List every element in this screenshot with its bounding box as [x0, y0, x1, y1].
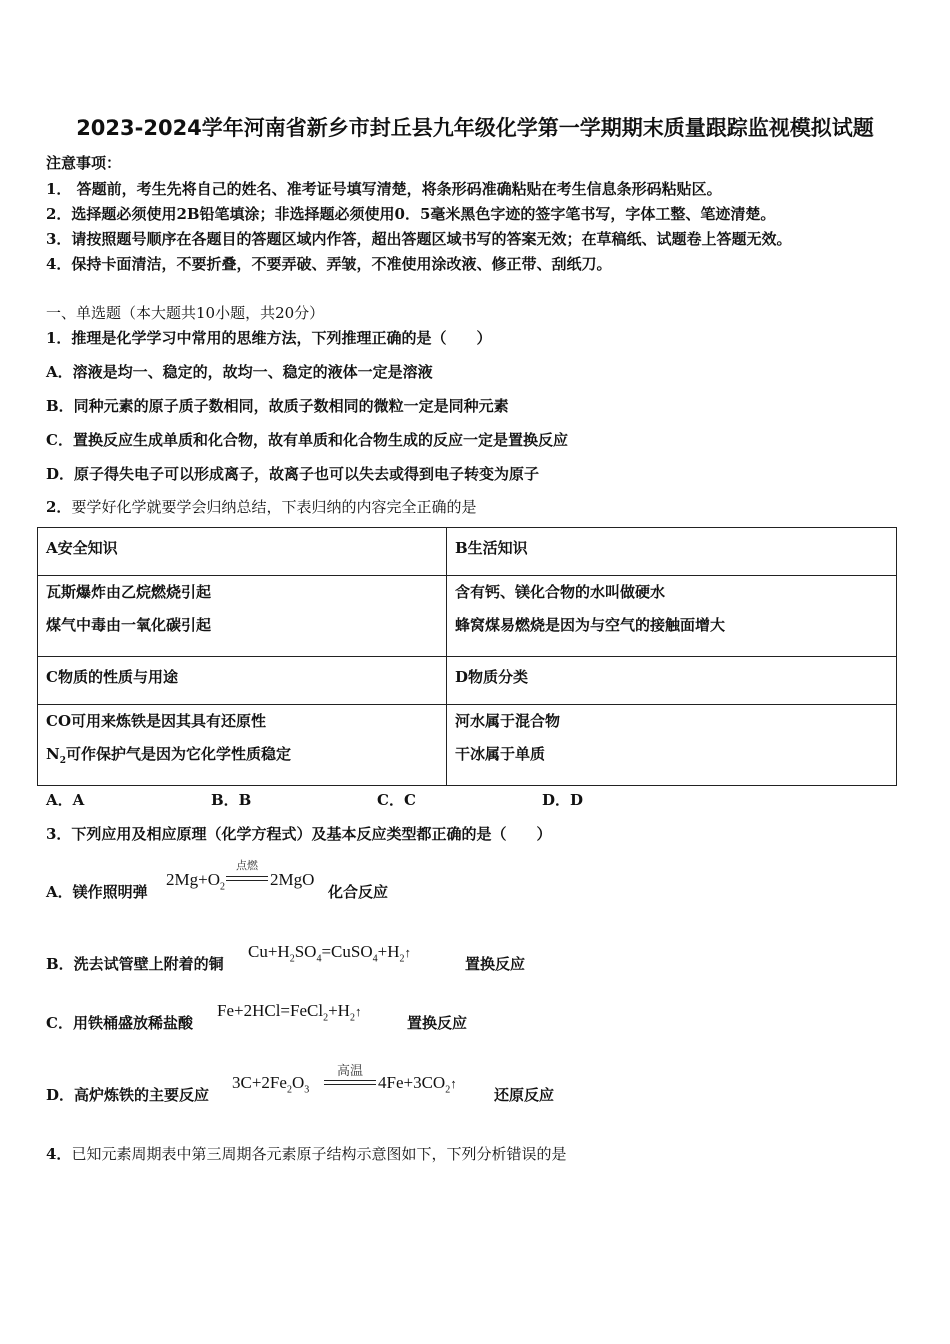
q3-d-equals: [324, 1080, 376, 1085]
q3-a-type: 化合反应: [328, 883, 389, 901]
q2-choice-d: D．D: [542, 791, 584, 809]
q2-number: 2．: [46, 498, 72, 516]
q3-d-type: 还原反应: [494, 1086, 555, 1104]
q3-option-d-label: D．高炉炼铁的主要反应: [46, 1086, 210, 1104]
q4-stem: 已知元素周期表中第三周期各元素原子结构示意图如下，下列分析错误的是: [71, 1145, 567, 1163]
exam-title: 2023-2024学年河南省新乡市封丘县九年级化学第一学期期末质量跟踪监视模拟试题: [76, 116, 874, 140]
q1-option-c: C．置换反应生成单质和化合物，故有单质和化合物生成的反应一定是置换反应: [46, 431, 568, 449]
table-c-line-2-text: 可作保护气是因为它化学性质稳定: [65, 745, 291, 763]
notice-item-3: 3．请按照题号顺序在各题目的答题区域内作答，超出答题区域书写的答案无效；在草稿纸、试题卷上答题无效。: [46, 230, 792, 248]
q1-option-d: D．原子得失电子可以形成离子，故离子也可以失去或得到电子转变为原子: [46, 465, 540, 483]
q2-choice-c: C．C: [377, 791, 416, 809]
table-cell-a: [38, 576, 447, 657]
q3-a-rhs: 2MgO: [270, 870, 315, 889]
q3-a-condition: 点燃: [236, 860, 258, 872]
q3-c-equation: $Fe+2HCl=FeCl_2+H_2↑$: [217, 1001, 362, 1024]
notice-heading: 注意事项：: [46, 154, 122, 172]
table-d-line-1: 河水属于混合物: [455, 712, 561, 730]
table-b-line-1: 含有钙、镁化合物的水叫做硬水: [455, 583, 666, 601]
q1-option-a: A．溶液是均一、稳定的，故均一、稳定的液体一定是溶液: [46, 363, 433, 381]
q4-stem-line: [46, 1143, 566, 1164]
q3-option-c-label: C．用铁桶盛放稀盐酸: [46, 1014, 193, 1032]
table-d-line-2: 干冰属于单质: [455, 745, 546, 763]
table-cell-b: [447, 576, 897, 657]
q3-d-rhs: $4Fe+3CO_2↑$: [378, 1073, 457, 1096]
q3-a-lhs: $2Mg+O_2$: [166, 870, 225, 893]
q3-option-b-label: B．洗去试管壁上附着的铜: [46, 955, 224, 973]
q3-d-condition: 高温: [336, 1063, 363, 1078]
table-head-b: B生活知识: [447, 528, 897, 576]
q2-choice-a: A．A: [46, 791, 85, 809]
q2-summary-table: [37, 527, 897, 786]
nitrogen-subscript: 2: [59, 756, 66, 766]
q3-stem: 3．下列应用及相应原理（化学方程式）及基本反应类型都正确的是（ ）: [46, 825, 552, 843]
table-a-line-2: 煤气中毒由一氧化碳引起: [46, 616, 212, 634]
table-a-line-1: 瓦斯爆炸由乙烷燃烧引起: [46, 583, 212, 601]
q1-stem: 1．推理是化学学习中常用的思维方法，下列推理正确的是（ ）: [46, 329, 492, 347]
q3-c-type: 置换反应: [407, 1014, 468, 1032]
section-heading: 一、单选题（本大题共10小题，共20分）: [46, 304, 325, 322]
q3-option-a-label: A．镁作照明弹: [46, 883, 148, 901]
table-c-line-1: CO可用来炼铁是因其具有还原性: [46, 712, 267, 730]
table-cell-c: [38, 705, 447, 786]
notice-item-4: 4．保持卡面清洁，不要折叠，不要弄破、弄皱，不准使用涂改液、修正带、刮纸刀。: [46, 255, 612, 273]
notice-item-2: 2．选择题必须使用2B铅笔填涂；非选择题必须使用0．5毫米黑色字迹的签字笔书写，字体工整、笔迹清楚。: [46, 205, 776, 223]
q3-a-equals: [226, 876, 268, 881]
table-head-c: C物质的性质与用途: [38, 657, 447, 705]
q2-stem: 要学好化学就要学会归纳总结，下表归纳的内容完全正确的是: [71, 498, 477, 516]
table-cell-d: [447, 705, 897, 786]
q4-number: 4．: [46, 1145, 72, 1163]
q2-choice-b: B．B: [211, 791, 252, 809]
table-head-a: A安全知识: [38, 528, 447, 576]
q3-d-lhs: $3C+2Fe_2O_3$: [232, 1073, 310, 1096]
nitrogen-symbol: N: [46, 745, 60, 763]
q3-b-equation: $Cu+H_2SO_4=CuSO_4+H_2↑$: [248, 942, 411, 965]
q2-stem-line: [46, 496, 476, 517]
notice-item-1: 1． 答题前，考生先将自己的姓名、准考证号填写清楚，将条形码准确粘贴在考生信息条形码粘贴区。: [46, 180, 722, 198]
q3-b-type: 置换反应: [465, 955, 526, 973]
table-c-line-2: [46, 738, 438, 778]
q1-option-b: B．同种元素的原子质子数相同，故质子数相同的微粒一定是同种元素: [46, 397, 509, 415]
table-b-line-2: 蜂窝煤易燃烧是因为与空气的接触面增大: [455, 616, 726, 634]
table-head-d: D物质分类: [447, 657, 897, 705]
